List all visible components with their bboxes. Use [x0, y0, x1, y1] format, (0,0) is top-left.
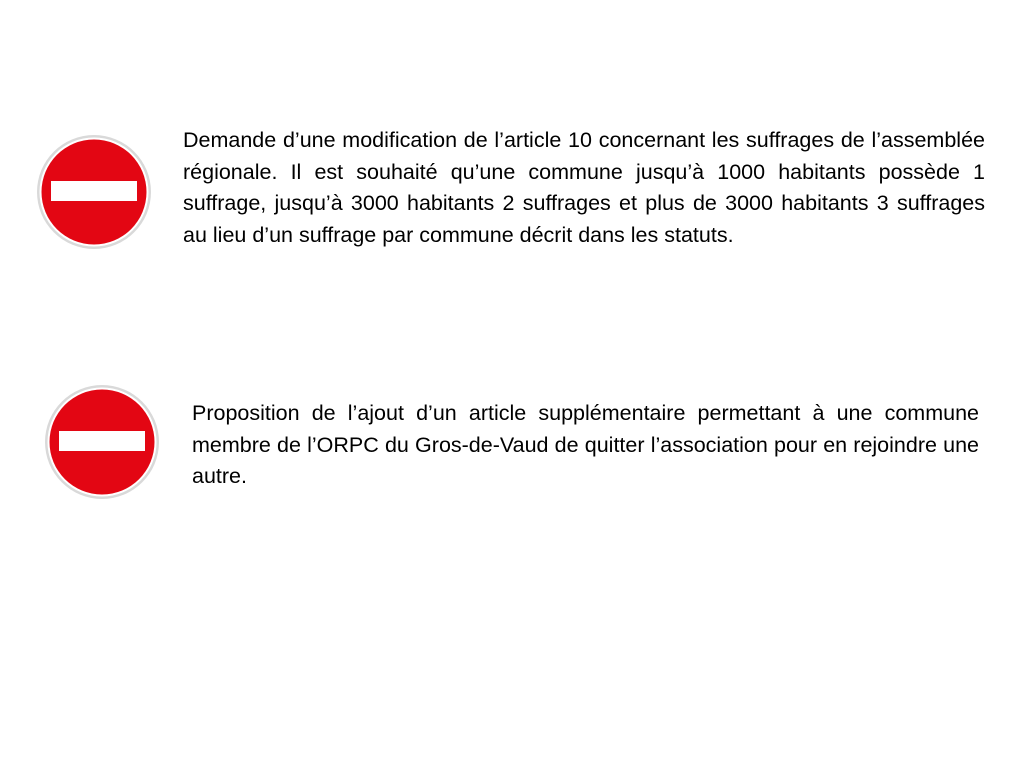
no-entry-sign-icon — [36, 134, 152, 250]
proposal-text-2: Proposition de l’ajout d’un article supplémentaire permettant à une commune membre de l’ORPC du Gros-de-Vaud de quitter l’association pour en rejoindre une autre. — [192, 401, 979, 488]
proposal-text-1: Demande d’une modification de l’article 10 concernant les suffrages de l’assemblée régionale. Il est souhaité qu’une commune jusqu’à 1000 habitants possède 1 suffrage, jusqu’à 3000 habitants 2 suffrages et plus de 3000 habitants 3 suffrages au lieu d’un suffrage par commune décrit dans les statuts. — [183, 128, 985, 247]
no-entry-sign-icon — [44, 384, 160, 500]
